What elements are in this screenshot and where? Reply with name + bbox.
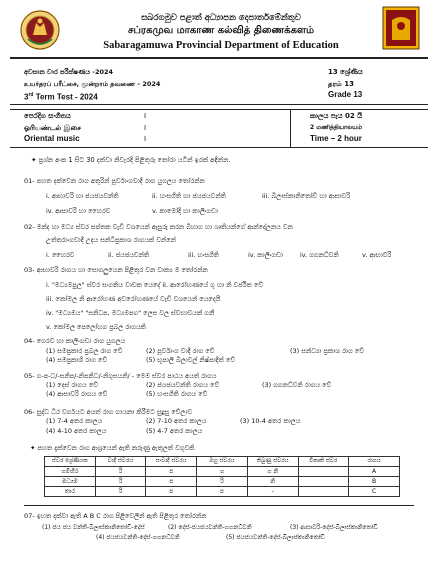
option[interactable]: (5) 4-7 අතර කාලය (146, 427, 203, 435)
subject-box-top (10, 109, 428, 110)
table-cell: A (349, 467, 400, 477)
sri-lanka-emblem-icon (20, 9, 60, 51)
term-title: 3rd Term Test - 2024 (24, 92, 98, 102)
option[interactable]: iv. ගගනධ්වනි (300, 251, 339, 259)
info-divider (10, 104, 428, 105)
question-4: 04- ගෙරව හා කාලිංගඩා රාග යුගලය (24, 337, 126, 345)
option[interactable]: (3) 10-4 අතර කාලය (240, 417, 301, 425)
question-2-line2: උත්තරාංගවාදී උදය සන්ධිප්‍රකාශ රාගයක් වන්නේ (46, 236, 176, 244)
option[interactable]: iii. බිලාස්කානිතෝඩි හා ආසාවරි (262, 192, 351, 200)
option[interactable]: (4) ජයජයවන්ති-දේස්-ගගනධ්වනි (96, 534, 180, 541)
table-header: රාගය (349, 457, 400, 467)
time-tamil: 2 மணித்தியாலயம் (310, 124, 363, 131)
option[interactable]: (4) 4-10 අතර කාලය (46, 427, 107, 435)
table-cell: C (349, 487, 400, 497)
table-cell: ප (146, 477, 197, 487)
header-sinhala: සබරගමුව පළාත් අධ්‍යාපන දෙපාර්තමේන්තුව (141, 13, 301, 23)
table-header: වාදී ස්වරය (95, 457, 146, 467)
table-cell: රි (95, 487, 146, 497)
option[interactable]: (2) ජයජයවන්ති රාගය වේ (146, 381, 220, 389)
option[interactable]: v. කෝමල පෙලෝහග ප්‍රබල රාගයකි (46, 323, 146, 331)
exam-title-sinhala: අවසාන වාර පරීක්ෂණය -2024 (24, 68, 114, 76)
header-tamil: சப்ரகமுவ மாகாண கல்வித் திணைக்களம் (127, 25, 315, 36)
table-cell: ප (146, 487, 197, 497)
table-intro: ✦ පහත දැක්වෙන රාග ආශ්‍රයෙන් ඇති කරුණු ඇතුලත් වගුවකි (30, 444, 195, 452)
option[interactable]: (2) 7-10 අතර කාලය (146, 417, 207, 425)
option[interactable]: iv. කාලිංගඩා (248, 251, 283, 259)
subject-box-bottom (10, 147, 428, 148)
table-row (45, 487, 400, 497)
option[interactable]: iv. ආසාවරි හා හෛරව (46, 207, 111, 215)
exam-title-tamil: உயர்தரப் பரீட்சை, மூன்றாம் தவணை - 2024 (24, 80, 161, 88)
table-cell: - (247, 487, 298, 497)
question-2: 02- මන්ද හා මධ්‍ය ස්වර සප්තක වැඩි වශයෙන් ඇසුරු කරන බිහාග හා ශ්‍රුතියන්ගේ ආන්දෝලනය වන (24, 223, 293, 231)
grade-tamil: தரம் 13 (328, 80, 354, 88)
table-cell: තාර (45, 487, 96, 497)
option[interactable]: i. ආභාවරි හා ජයජයවන්ති (46, 192, 119, 200)
option[interactable]: (1) 7-4 අතර කාලය (46, 417, 103, 425)
section-divider (24, 505, 414, 506)
table-header: සංවාදී ස්වරය (146, 457, 197, 467)
table-header: විකෘති ස්වර (298, 457, 349, 467)
table-cell: B (349, 477, 400, 487)
option[interactable]: (3) ආසාවරි-දේස්-බිලාස්කානිතෝඩි (290, 524, 378, 531)
option[interactable]: (4) සමප්‍රකාශි රාග වේ (46, 356, 108, 364)
question-7: 07- ඉහත දක්වා ඇති A B C රාග පිළිවෙලින් ඇති පිළිතුර තෝරන්න (24, 512, 207, 520)
paper-number: I (144, 135, 147, 143)
option[interactable]: (1) දෙස් රාගය වේ (46, 381, 98, 389)
question-6: 06- සුද්ධ ධීර වර්ගයට අයත් රාග ගායනා කිරීමට සුදුසු වේලාව (24, 408, 193, 416)
table-cell: ග නි (247, 467, 298, 477)
question-3: 03- ආභාවරි රාගය හා සොගලුයෙන පිළිතුර වන වාක්‍ය ම තෝරන්න (24, 266, 208, 274)
paper-number: I (144, 124, 147, 132)
table-row (45, 477, 400, 487)
table-cell (298, 467, 349, 477)
option[interactable]: i. හෛරව (46, 251, 75, 259)
subject-sinhala: පෙරදිග සංගීතය (24, 112, 71, 120)
option[interactable]: (1) සමප්‍රකාර ප්‍රබල රාග වේ (46, 347, 123, 355)
provincial-flag-icon (382, 6, 420, 50)
option[interactable]: (5) භූපාලි බිලාවල් නිෂ්පාදිත් වේ (146, 356, 235, 364)
question-5: 05- ග-ප-ධ/-සනිප/-නිපනිධ/-නිගුසයනි/ - මෙම ස්වර පාඨය අයත් රාගය (24, 372, 217, 380)
option[interactable]: (3) සන්ධ්‍යා ප්‍රකාශ රාග වේ (290, 347, 364, 355)
table-cell: රි (95, 467, 146, 477)
option[interactable]: v. කාමෝදි හා කාලිංගඩා (152, 207, 219, 215)
table-cell: රි (197, 477, 248, 487)
table-cell (298, 487, 349, 497)
table-header: ඔහු ස්වරය (197, 457, 248, 467)
table-cell: රි (95, 477, 146, 487)
raga-table (44, 456, 400, 497)
option[interactable]: iii. කෝමල නි ආරෝහණ අවරෝහණයේ වැඩි වශයෙන් යෙදෙයි (46, 295, 221, 303)
table-cell: ග (197, 467, 248, 477)
table-header-row (45, 457, 400, 467)
option[interactable]: (5) ජයජයවන්ති-දේස්-බිලාස්කානිතෝඩි (226, 534, 325, 541)
option[interactable]: (2) පූර්වාංග වාදී රාග වේ (146, 347, 215, 355)
option[interactable]: iv. "මධ්‍යමය" "සනිධප, මධ්‍යමපග" ලෙස වල ස්වභාවයක් ගනී (46, 309, 215, 317)
option[interactable]: (1) ජය ජය වන්ති-බිලාස්කානිතෝඩි-දේස් (42, 524, 145, 531)
instruction: ✦ ප්‍රශ්න අංක 1 සිට 30 දක්වා නිවැරදි පිළිතුරු තෝරා යටින් ඉරක් අඳින්න. (31, 156, 231, 164)
option[interactable]: iii. හංසගීති (188, 251, 219, 259)
subject-box-divider (290, 109, 291, 147)
option[interactable]: v. ආභාවරි (362, 251, 392, 259)
header-english: Sabaragamuwa Provincial Department of Education (103, 40, 339, 51)
option[interactable]: (2) දේස්-ජයජයවන්ති-ගගනධ්වනි (168, 524, 252, 531)
table-row (45, 467, 400, 477)
header-rule (10, 57, 428, 59)
option[interactable]: ii. ජයජයවන්ති (108, 251, 150, 259)
table-cell: නි (247, 477, 298, 487)
grade-english: Grade 13 (328, 90, 363, 99)
time-english: Time – 2 hour (310, 134, 362, 143)
option[interactable]: (4) ආසාවරි රාගය වේ (46, 390, 108, 398)
table-cell: ප (146, 467, 197, 477)
table-cell: ප (197, 487, 248, 497)
time-sinhala: කාලය පැය 02 යි (310, 112, 363, 120)
option[interactable]: (3) ගගනධ්වනි රාගය වේ (262, 381, 332, 389)
option[interactable]: i. "මධ්‍යමපුල" ස්වර සංගතිය වාචක යෙදේ ii. ආරෝහණයේ ගු හා නි වර්ජිත වේ (46, 281, 264, 289)
table-cell (298, 477, 349, 487)
table-header: ස්වර ශ්‍රේණියක (45, 457, 96, 467)
question-1: 01- පහත දක්වෙන රාග අතුරින් පූර්වාංගවාදී රාග යුගලය තෝරන්න (24, 177, 205, 185)
table-header: තිබුණු ස්වරය (247, 457, 298, 467)
option[interactable]: ii. හංසගීති හා ජයජයවන්ති (152, 192, 226, 200)
table-cell: මධ්‍යම (45, 477, 96, 487)
option[interactable]: (5) හංසගීති රාගය වේ (146, 390, 208, 398)
subject-tamil: ஓரியண்டல் இசை (24, 124, 81, 132)
table-cell: ගම්භීර (45, 467, 96, 477)
subject-english: Oriental music (24, 134, 80, 143)
grade-sinhala: 13 ශ්‍රේණිය (328, 68, 363, 76)
paper-number: I (144, 112, 147, 120)
